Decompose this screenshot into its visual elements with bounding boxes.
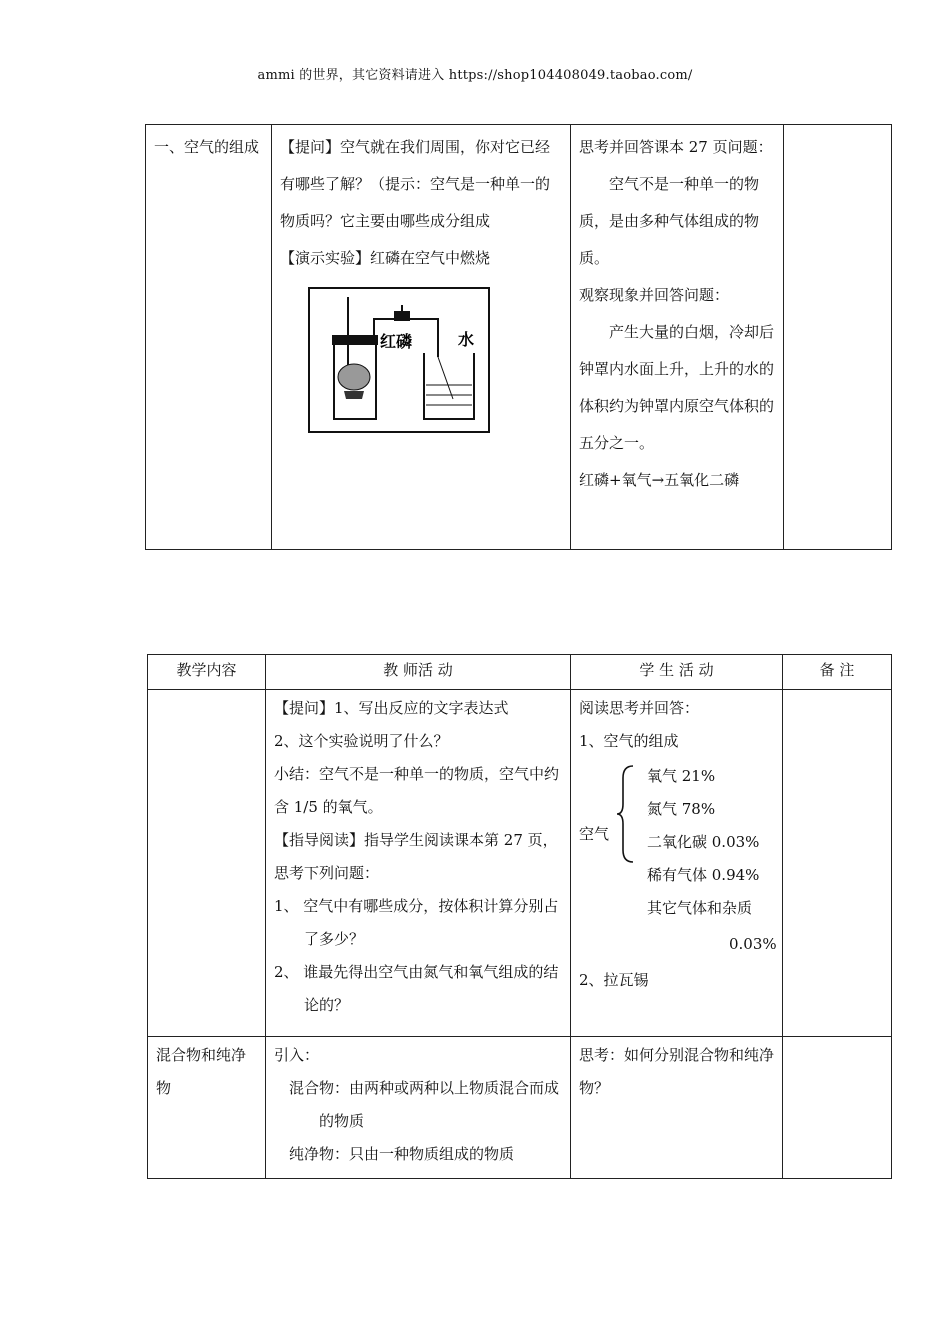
student-intro: 阅读思考并回答： [579,699,700,717]
lesson-table-1 [145,124,892,550]
teacher-cell [266,690,571,1037]
definition-mixture: 混合物：由两种或两种以上物质混合而成的物质 [289,1079,560,1130]
student-cell: 思考：如何分别混合物和纯净物？ [571,1037,783,1179]
component-nitrogen: 氮气 78% [647,800,716,818]
student-cell [571,125,784,550]
label-phosphorus: 红磷 [380,332,413,351]
teacher-cell [272,125,571,550]
content-cell [148,690,266,1037]
table-row [148,690,892,1037]
section-title: 一、空气的组成 [154,138,260,156]
notes-cell [783,690,892,1037]
header-student: 学 生 活 动 [571,655,783,690]
content-cell: 混合物和纯净物 [148,1037,266,1179]
student-task-2: 观察现象并回答问题： [579,286,730,304]
notes-cell [783,1037,892,1179]
label-water: 水 [458,330,475,349]
teacher-question-1: 1、 空气中有哪些成分，按体积计算分别占了多少？ [274,897,559,948]
component-oxygen: 氧气 21% [647,767,716,785]
content-cell [146,125,272,550]
lesson-table-2 [147,654,892,1179]
teacher-question: 【提问】空气就在我们周围，你对它已经有哪些了解？（提示：空气是一种单一的物质吗？它主要由哪些成分组成 [280,138,551,230]
reaction-equation: 红磷+氧气→五氧化二磷 [579,471,740,489]
teacher-intro: 引入： [274,1046,320,1064]
teacher-line: 2、这个实验说明了什么？ [274,732,449,750]
brace-icon [615,764,635,864]
student-answer-2: 产生大量的白烟，冷却后钟罩内水面上升，上升的水的体积约为钟罩内原空气体积的五分之一。 [579,323,775,452]
header-teacher: 教 师活 动 [266,655,571,690]
component-other-value: 0.03% [729,935,777,953]
teacher-line: 【提问】1、写出反应的文字表达式 [274,699,509,717]
teacher-demo: 【演示实验】红磷在空气中燃烧 [280,249,491,267]
red-phosphorus-apparatus-diagram [308,287,490,433]
header-content: 教学内容 [148,655,266,690]
component-noble-gas: 稀有气体 0.94% [647,866,760,884]
air-label: 空气 [579,825,610,843]
notes-cell [784,125,892,550]
header-notes: 备 注 [783,655,892,690]
component-other: 其它气体和杂质 [647,899,753,917]
table-row [148,1037,892,1179]
component-co2: 二氧化碳 0.03% [647,833,760,851]
teacher-summary: 小结：空气不是一种单一的物质，空气中约含 1/5 的氧气。 [274,765,560,816]
student-item-2: 2、拉瓦锡 [579,971,649,989]
student-answer-1: 空气不是一种单一的物质，是由多种气体组成的物质。 [579,175,760,267]
definition-pure-substance: 纯净物：只由一种物质组成的物质 [289,1145,515,1163]
air-composition [579,760,777,953]
student-item-1: 1、空气的组成 [579,732,679,750]
teacher-question-2: 2、 谁最先得出空气由氮气和氧气组成的结论的？ [274,963,559,1014]
page-header: ammi 的世界，其它资料请进入 https://shop104408049.taobao.com/ [257,68,693,83]
teacher-cell [266,1037,571,1179]
teacher-reading-guide: 【指导阅读】指导学生阅读课本第 27 页，思考下列问题： [274,831,558,882]
table-header-row [148,655,892,690]
student-cell [571,690,783,1037]
student-task-1: 思考并回答课本 27 页问题： [579,138,773,156]
